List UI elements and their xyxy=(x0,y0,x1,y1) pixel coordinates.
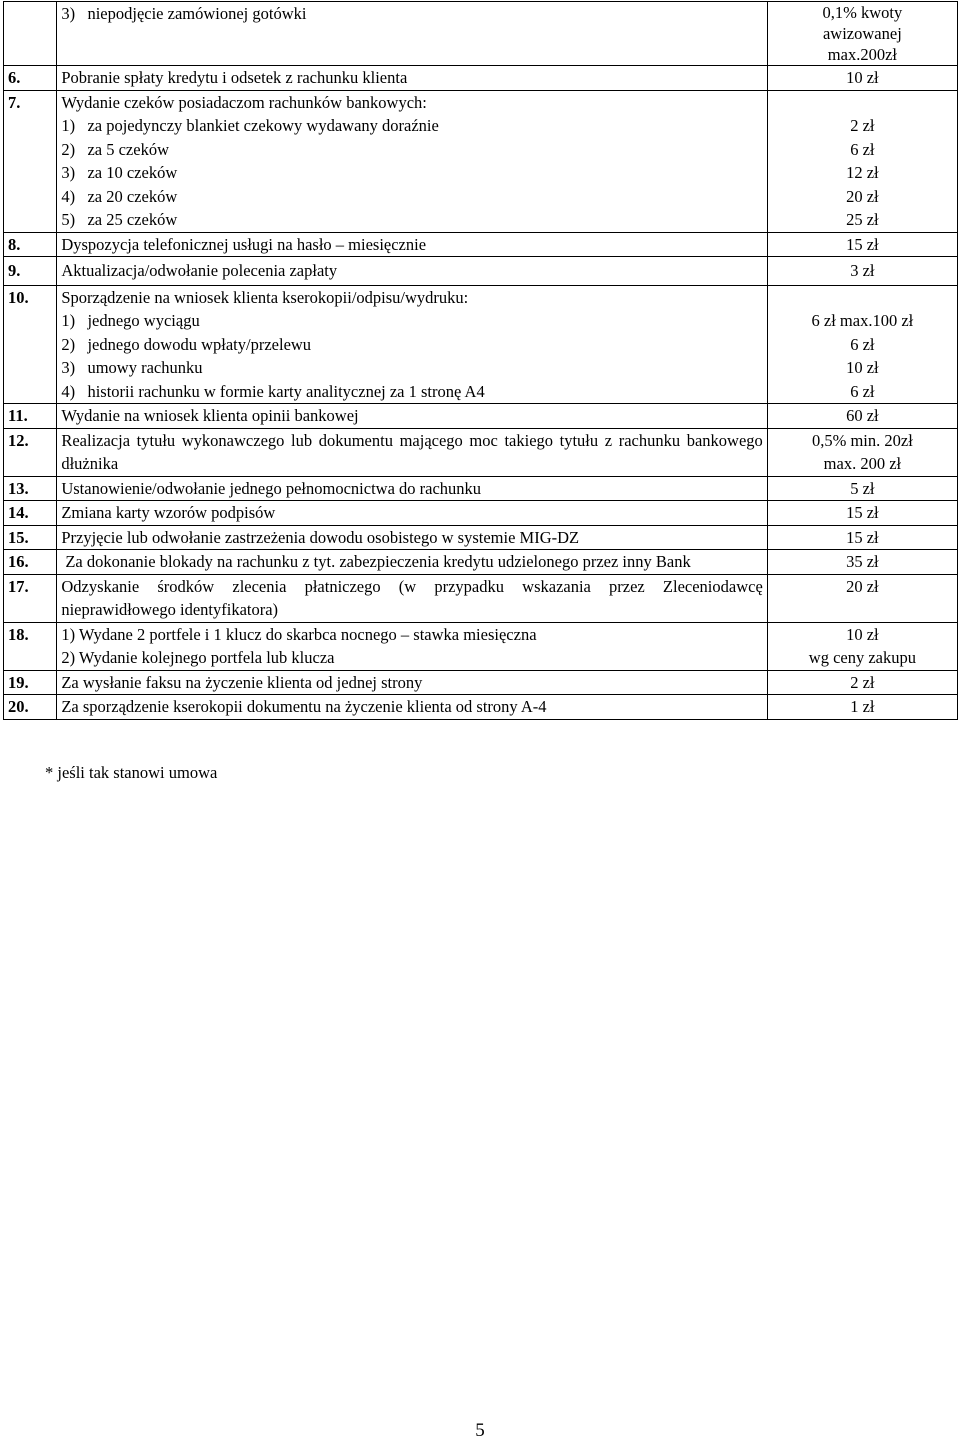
table-row xyxy=(4,404,958,429)
table-row xyxy=(4,285,958,404)
row-fee xyxy=(767,257,957,286)
table-row xyxy=(4,622,958,670)
row-number: 13. xyxy=(4,476,57,501)
table-row xyxy=(4,670,958,695)
row-fee xyxy=(767,232,957,257)
row-number: 8. xyxy=(4,232,57,257)
row-number: 14. xyxy=(4,501,57,526)
fee-line: max.200zł xyxy=(827,45,897,64)
description-text: Za dokonanie blokady na rachunku z tyt. zabezpieczenia kredytu udzielonego przez inny Bank xyxy=(65,552,691,571)
fee-line: wg ceny zakupu xyxy=(808,648,916,667)
fee-line: max. 200 zł xyxy=(823,454,902,473)
description-line: Ustanowienie/odwołanie jednego pełnomocnictwa do rachunku xyxy=(61,478,482,498)
description-line: Dyspozycja telefonicznej usługi na hasło – miesięcznie xyxy=(61,234,427,254)
fee-line: 12 zł xyxy=(846,163,879,182)
fee-line: 10 zł xyxy=(846,68,879,87)
row-description xyxy=(57,501,767,526)
fee-line: 60 zł xyxy=(846,406,879,425)
row-number: 6. xyxy=(4,66,57,91)
table-row xyxy=(4,232,958,257)
fee-table xyxy=(3,1,958,720)
table-row xyxy=(4,574,958,622)
row-fee xyxy=(767,476,957,501)
row-description xyxy=(57,574,767,622)
fee-line: 6 zł xyxy=(850,334,875,354)
row-description xyxy=(57,622,767,670)
fee-line xyxy=(772,286,953,310)
fee-line: 20 zł xyxy=(846,186,879,206)
row-fee xyxy=(767,404,957,429)
fee-line: 1 zł xyxy=(850,697,875,716)
description-line: 3) umowy rachunku xyxy=(61,358,203,377)
fee-line: 6 zł xyxy=(850,381,875,401)
description-line: 3) za 10 czeków xyxy=(61,163,178,182)
fee-line: 6 zł max.100 zł xyxy=(811,311,914,330)
fee-line: 0,5% min. 20zł xyxy=(811,430,913,450)
description-line: Przyjęcie lub odwołanie zastrzeżenia dowodu osobistego w systemie MIG-DZ xyxy=(61,527,580,547)
table-row xyxy=(4,695,958,720)
footnote: * jeśli tak stanowi umowa xyxy=(45,763,218,782)
description-line: 2) jednego dowodu wpłaty/przelewu xyxy=(61,334,312,354)
description-line: 4) za 20 czeków xyxy=(61,186,178,206)
row-description xyxy=(57,90,767,232)
page-number: 5 xyxy=(475,1420,485,1441)
description-text: Odzyskanie środków zlecenia płatniczego (w przypadku wskazania przez Zleceniodawcę nieprawidłowego identyfikatora) xyxy=(61,576,763,619)
row-fee xyxy=(767,695,957,720)
table-row xyxy=(4,90,958,232)
row-number xyxy=(4,2,57,66)
fee-line: 2 zł xyxy=(850,116,875,135)
row-fee xyxy=(767,428,957,476)
row-number: 18. xyxy=(4,622,57,670)
row-number: 15. xyxy=(4,525,57,550)
row-fee xyxy=(767,622,957,670)
fee-line: awizowanej xyxy=(822,24,902,43)
row-fee xyxy=(767,90,957,232)
row-description xyxy=(57,66,767,91)
row-description xyxy=(57,257,767,286)
row-fee xyxy=(767,501,957,526)
row-description xyxy=(57,670,767,695)
fee-line: 35 zł xyxy=(846,552,879,571)
description-line: Za wysłanie faksu na życzenie klienta od jednej strony xyxy=(61,672,423,692)
table-row xyxy=(4,501,958,526)
description-line: 1) Wydane 2 portfele i 1 klucz do skarbca nocnego – stawka miesięczna xyxy=(61,624,537,644)
description-line: Za sporządzenie kserokopii dokumentu na życzenie klienta od strony A-4 xyxy=(61,697,547,716)
fee-line: 3 zł xyxy=(850,261,875,280)
row-description xyxy=(57,476,767,501)
row-description xyxy=(57,285,767,404)
fee-line: 25 zł xyxy=(846,210,879,229)
row-description xyxy=(57,695,767,720)
fee-line: 15 zł xyxy=(846,527,879,547)
row-number: 10. xyxy=(4,285,57,404)
row-fee xyxy=(767,66,957,91)
description-line: Pobranie spłaty kredytu i odsetek z rachunku klienta xyxy=(61,68,408,87)
description-line: 2) Wydanie kolejnego portfela lub klucza xyxy=(61,648,335,667)
description-line: 3) niepodjęcie zamówionej gotówki xyxy=(61,4,307,23)
table-row xyxy=(4,66,958,91)
table-row xyxy=(4,525,958,550)
description-line: 4) historii rachunku w formie karty analitycznej za 1 stronę A4 xyxy=(61,381,485,401)
row-number: 7. xyxy=(4,90,57,232)
description-line: Wydanie na wniosek klienta opinii bankowej xyxy=(61,406,359,425)
description-line: 1) za pojedynczy blankiet czekowy wydawany doraźnie xyxy=(61,116,439,135)
table-row xyxy=(4,2,958,66)
description-line: Sporządzenie na wniosek klienta kserokopii/odpisu/wydruku: xyxy=(61,287,469,307)
fee-line: 10 zł xyxy=(846,624,879,644)
row-fee xyxy=(767,525,957,550)
fee-line: 2 zł xyxy=(850,672,875,692)
row-fee xyxy=(767,285,957,404)
fee-line: 10 zł xyxy=(846,358,879,377)
row-description xyxy=(57,525,767,550)
row-fee xyxy=(767,2,957,66)
row-number: 16. xyxy=(4,550,57,575)
table-row xyxy=(4,257,958,286)
row-number: 12. xyxy=(4,428,57,476)
description-line: Zmiana karty wzorów podpisów xyxy=(61,503,276,522)
table-row xyxy=(4,476,958,501)
row-number: 11. xyxy=(4,404,57,429)
row-fee xyxy=(767,574,957,622)
fee-line: 0,1% kwoty xyxy=(822,3,903,22)
row-number: 9. xyxy=(4,257,57,286)
table-row xyxy=(4,550,958,575)
row-description xyxy=(57,2,767,66)
row-number: 20. xyxy=(4,695,57,720)
fee-line: 15 zł xyxy=(846,234,879,254)
fee-line: 15 zł xyxy=(846,503,879,522)
row-number: 19. xyxy=(4,670,57,695)
row-description xyxy=(57,428,767,476)
row-description xyxy=(57,232,767,257)
description-line: 5) za 25 czeków xyxy=(61,210,178,229)
table-row xyxy=(4,428,958,476)
fee-line: 5 zł xyxy=(850,478,875,498)
description-line: Aktualizacja/odwołanie polecenia zapłaty xyxy=(61,261,338,280)
row-fee xyxy=(767,550,957,575)
row-description xyxy=(57,404,767,429)
description-line: 1) jednego wyciągu xyxy=(61,311,200,330)
fee-line: 20 zł xyxy=(846,576,879,596)
description-text: Realizacja tytułu wykonawczego lub dokumentu mającego moc takiego tytułu z rachunku bankowego dłużnika xyxy=(61,430,763,473)
row-fee xyxy=(767,670,957,695)
row-description xyxy=(57,550,767,575)
row-number: 17. xyxy=(4,574,57,622)
description-line: 2) za 5 czeków xyxy=(61,139,169,159)
fee-line: 6 zł xyxy=(850,139,875,159)
description-line: Wydanie czeków posiadaczom rachunków bankowych: xyxy=(61,92,427,112)
fee-line xyxy=(772,91,953,115)
